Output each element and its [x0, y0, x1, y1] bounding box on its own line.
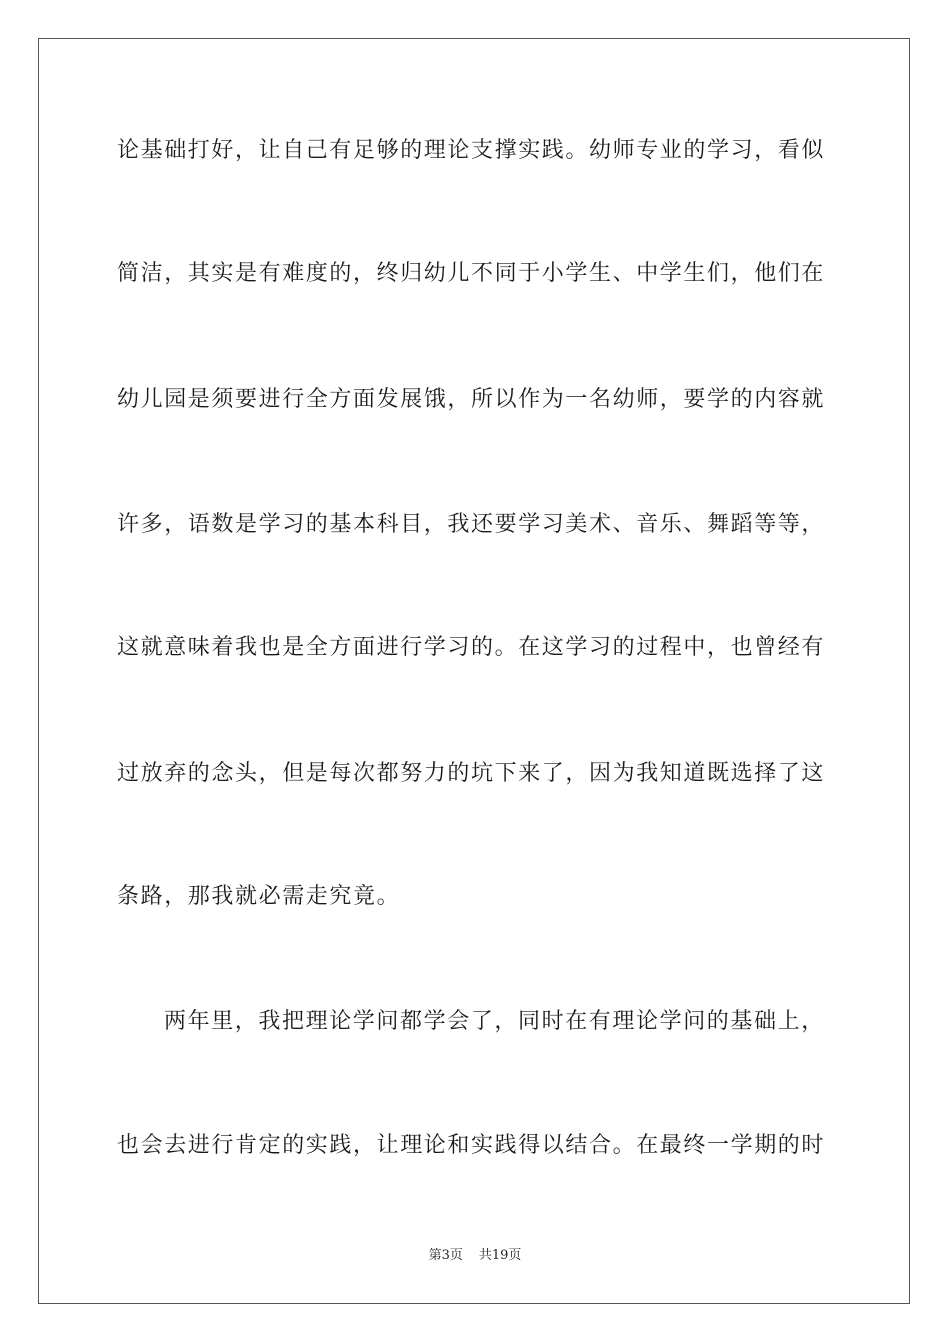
body-text-line-5: 这就意味着我也是全方面进行学习的。在这学习的过程中，也曾经有 — [117, 635, 826, 660]
body-text-line-8: 两年里，我把理论学问都学会了，同时在有理论学问的基础上， — [164, 1009, 825, 1034]
page-number: 第3页 — [428, 1248, 463, 1263]
body-text-line-6: 过放弃的念头，但是每次都努力的坑下来了，因为我知道既选择了这 — [117, 761, 826, 786]
body-text-line-7: 条路，那我就必需走究竟。 — [117, 884, 401, 909]
page-total: 共19页 — [478, 1248, 522, 1263]
page-footer — [0, 1247, 950, 1265]
body-text-line-1: 论基础打好，让自己有足够的理论支撑实践。幼师专业的学习，看似 — [117, 138, 826, 163]
body-text-line-9: 也会去进行肯定的实践，让理论和实践得以结合。在最终一学期的时 — [117, 1133, 826, 1158]
page-frame — [38, 38, 910, 1304]
body-text-line-2: 简洁，其实是有难度的，终归幼儿不同于小学生、中学生们，他们在 — [117, 261, 826, 286]
body-text-line-3: 幼儿园是须要进行全方面发展饿，所以作为一名幼师，要学的内容就 — [117, 387, 826, 412]
body-text-line-4: 许多，语数是学习的基本科目，我还要学习美术、音乐、舞蹈等等， — [117, 512, 826, 537]
